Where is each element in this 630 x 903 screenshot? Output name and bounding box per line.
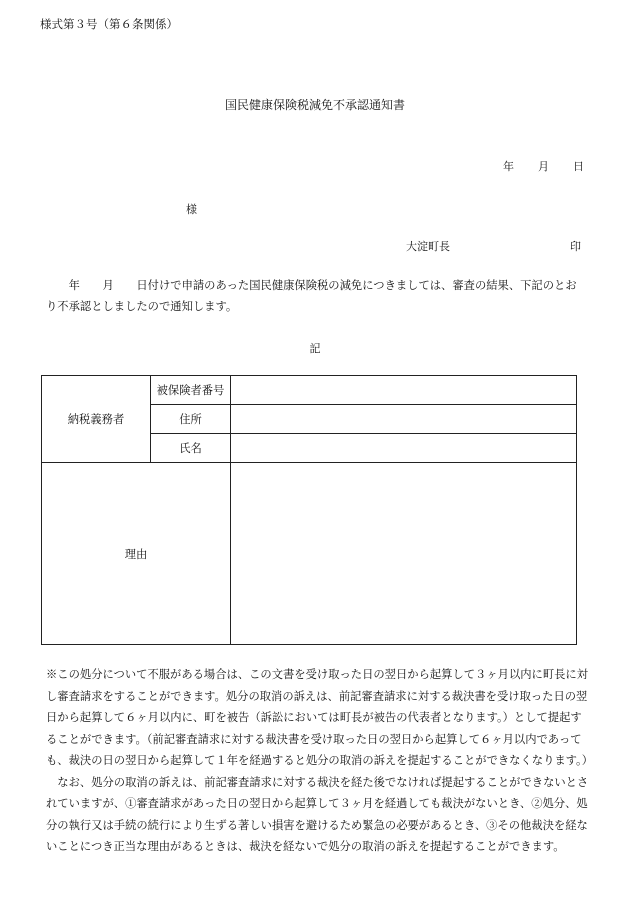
address-field[interactable] <box>231 405 577 434</box>
date-year: 年 <box>503 160 514 173</box>
insured-number-field[interactable] <box>231 376 577 405</box>
date-line <box>503 158 584 174</box>
name-label: 氏名 <box>151 434 231 463</box>
address-label: 住所 <box>151 405 231 434</box>
reason-label: 理由 <box>42 463 231 645</box>
addressee-honorific: 様 <box>186 203 197 216</box>
ki-heading: 記 <box>309 342 321 355</box>
notice-paragraph-2: なお、処分の取消の訴えは、前記審査請求に対する裁決を経た後でなければ提起することができないとされていますが、①審査請求があった日の翌日から起算して３ヶ月を経過しても裁決がないとき、②処分、処分の執行又は手続の続行により生ずる著しい損害を避けるため緊急の必要があるとき、③その他裁決を経ないことにつき正当な理由があるときは、裁決を経ないで処分の取消の訴えを提起することができます。 <box>46 775 589 853</box>
seal-mark: 印 <box>570 240 581 253</box>
document-title: 国民健康保険税減免不承認通知書 <box>224 98 405 112</box>
insured-number-label: 被保険者番号 <box>151 376 231 405</box>
issuer-name: 大淀町長 <box>406 240 450 253</box>
appeal-notice <box>46 664 593 858</box>
form-number: 様式第３号（第６条関係） <box>40 17 178 31</box>
taxpayer-label: 納税義務者 <box>42 376 151 463</box>
date-month: 月 <box>538 160 549 173</box>
date-day: 日 <box>573 160 584 173</box>
notice-paragraph-1: ※この処分について不服がある場合は、この文書を受け取った日の翌日から起算して３ヶ月以内に町長に対し審査請求をすることができます。処分の取消の訴えは、前記審査請求に対する裁決書を受け取った日の翌日から起算して６ヶ月以内に、町を被告（訴訟においては町長が被告の代表者となります。）として提起することができます。（前記審査請求に対する裁決書を受け取った日の翌日から起算して６ヶ月以内であっても、裁決の日の翌日から起算して１年を経過すると処分の取消の訴えを提起することができなくなります。） <box>46 668 593 767</box>
reason-field[interactable] <box>231 463 577 645</box>
table-row <box>42 376 577 405</box>
details-table <box>41 375 577 645</box>
table-row <box>42 463 577 645</box>
name-field[interactable] <box>231 434 577 463</box>
body-text: 年 月 日付けで申請のあった国民健康保険税の減免につきましては、審査の結果、下記のとおり不承認としましたので通知します。 <box>46 279 577 313</box>
